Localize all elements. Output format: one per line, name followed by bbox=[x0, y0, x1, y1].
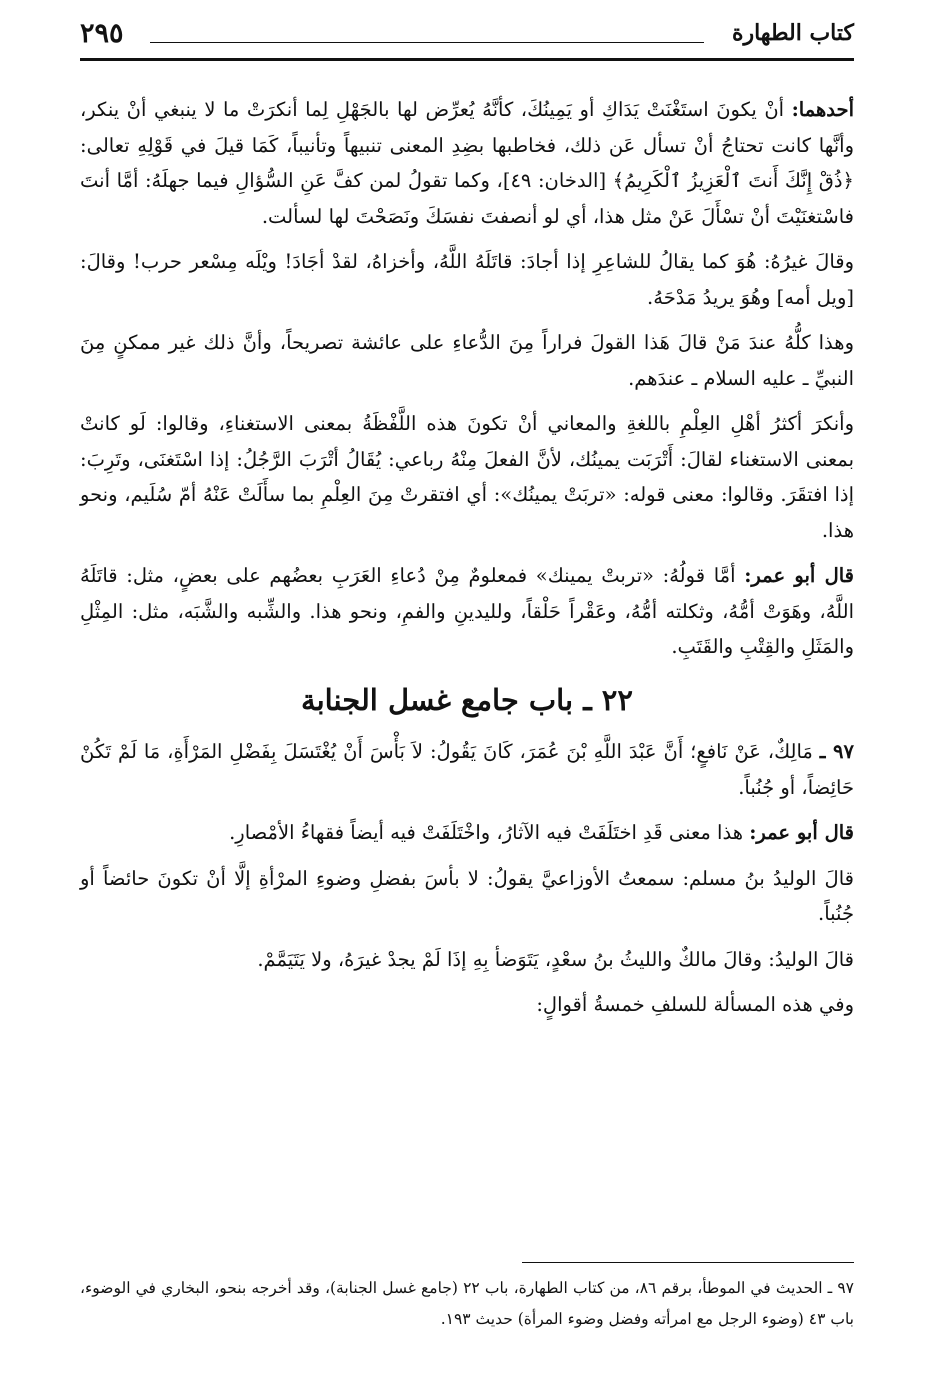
paragraph-text: هذا معنى قَدِ اختَلَفَتْ فيه الآثارُ، واخْتَلَفَتْ فيه أيضاً فقهاءُ الأمْصارِ. bbox=[229, 821, 750, 844]
paragraph-lead: قال أبو عمر: bbox=[749, 821, 854, 844]
paragraph bbox=[80, 942, 854, 978]
book-title: كتاب الطهارة bbox=[731, 20, 854, 46]
main-text bbox=[80, 92, 854, 1033]
chapter-title: ٢٢ ـ باب جامع غسل الجنابة bbox=[301, 682, 633, 717]
paragraph bbox=[80, 406, 854, 548]
paragraph bbox=[80, 558, 854, 665]
paragraph-text: قالَ الوليدُ بنُ مسلم: سمعتُ الأوزاعيَّ يقولُ: لا بأسَ بفضلِ وضوءِ المرْأةِ إلَّا أنْ تكونَ حائضاً أو جُنُباً. bbox=[80, 866, 854, 925]
paragraph-text: وهذا كلُّهُ عندَ مَنْ قالَ هَذا القولَ فراراً مِنَ الدُّعاءِ على عائشة تصريحاً، وأنَّ ذلك غير ممكنٍ مِنَ النبيِّ ـ عليه السلام ـ عندَهم. bbox=[80, 331, 854, 390]
paragraph bbox=[80, 734, 854, 805]
footnote: ٩٧ ـ الحديث في الموطأ، برقم ٨٦، من كتاب الطهارة، باب ٢٢ (جامع غسل الجنابة)، وقد أخرجه بنحو، البخاري في الوضوء، باب ٤٣ (وضوء الرجل مع امرأته وفضل وضوء المرأة) حديث ١٩٣. bbox=[80, 1279, 854, 1328]
paragraph bbox=[80, 244, 854, 315]
paragraph-text: وقالَ غيرُهُ: هُوَ كما يقالُ للشاعِرِ إذا أجادَ: قاتَلَهُ اللَّهُ، وأخزاهُ، لقدْ أجَادَ! ويْلَه مِسْعر حرب! وقالَ: [ويل أمه] وهُوَ يريدُ مَدْحَهُ. bbox=[80, 250, 854, 309]
footnote-divider bbox=[522, 1262, 854, 1263]
paragraph-text: أمَّا قولُهُ: «تربتْ يمينك» فمعلومٌ مِنْ دُعاءِ العَرَبِ بعضُهم على بعضٍ، مثل: قاتَلَهُ اللَّهُ، وهَوَتْ أمُّهُ، وثكلته أمُّهُ، وعَقْراً حَلْقاً، ولليدينِ والفمِ، ونحو هذا. والشِّبه والشَّبَه، مثل: المِثْلِ والمَثَلِ والقِتْبِ والقَتَبِ. bbox=[80, 564, 854, 658]
header-rule bbox=[150, 42, 704, 43]
paragraph-lead: ٩٧ ـ bbox=[819, 740, 854, 763]
page-number: ٢٩٥ bbox=[80, 18, 124, 49]
paragraph-text: وأنكرَ أكثرُ أهْلِ العِلْمِ باللغةِ والمعاني أنْ تكونَ هذه اللَّفْظَةُ بمعنى الاستغناءِ، وقالوا: لَو كانتْ بمعنى الاستغناء لقالَ: أَتْرَبَت يمينُك، لأنَّ الفعلَ مِنْهُ رباعي: يُقَالُ أتْرَبَ الرَّجُلُ: إذا اسْتَغنَى، وتَرِبَ: إذا افتقَرَ. وقالوا: معنى قوله: «تربَتْ يمينُك»: أي افتقرتْ مِنَ العِلْمِ بما سأَلَتْ عَنْهُ أمّ سُلَيم، ونحو هذا. bbox=[80, 412, 854, 542]
paragraph-text: مَالِكٌ، عَنْ نَافعٍ؛ أَنَّ عَبْدَ اللَّهِ بْنَ عُمَرَ، كَانَ يَقُولُ: لاَ بَأْسَ أَنْ يُغْتَسَلَ بِفَضْلِ المَرْأَةِ، مَا لَمْ تَكُنْ حَائِضاً، أو جُنُباً. bbox=[80, 740, 854, 799]
paragraph bbox=[80, 861, 854, 932]
paragraph bbox=[80, 815, 854, 851]
paragraph bbox=[80, 92, 854, 234]
page-header bbox=[80, 18, 854, 61]
paragraph bbox=[80, 325, 854, 396]
paragraph bbox=[80, 987, 854, 1023]
paragraph-lead: أحدهما: bbox=[791, 98, 854, 121]
paragraph-text: قالَ الوليدُ: وقالَ مالكٌ والليثُ بنُ سعْدٍ، يَتَوَضأ بِهِ إذَا لَمْ يجدْ غيرَهُ، ولا يَتَيَمَّمْ. bbox=[257, 947, 854, 971]
paragraph-text: وفي هذه المسألة للسلفِ خمسةُ أقوالٍ: bbox=[536, 993, 854, 1016]
paragraph-text: أنْ يكونَ استَغْنَتْ يَدَاكِ أو يَمِينُكَ، كأنَّهُ يُعرِّض لها بالجَهْلِ لِما أنكرَتْ ما لا ينبغي أنْ ينكر، وأنَّها كانت تحتاجُ أنْ تسأل عَن ذلك، فخاطبها بضِدِ المعنى تنبيهاً وتأنيباً، كَمَا قيلَ في قَوْلِهِ تعالى: ﴿ذُقْ إِنَّكَ أَنتَ ٱلْعَزِيزُ ٱلْكَرِيمُ﴾ [الدخان: ٤٩]، وكما تقولُ لمن كفَّ عَنِ السُّؤالِ فيما جهلَهُ: أمَّا أنتَ فاسْتغنَيْتَ أنْ تسْأَلَ عَنْ مثل هذا، أي لو أنصفتَ نفسَكَ ونَصَحْتَ لها لسألت. bbox=[80, 98, 854, 228]
paragraph-lead: قال أبو عمر: bbox=[744, 564, 854, 587]
